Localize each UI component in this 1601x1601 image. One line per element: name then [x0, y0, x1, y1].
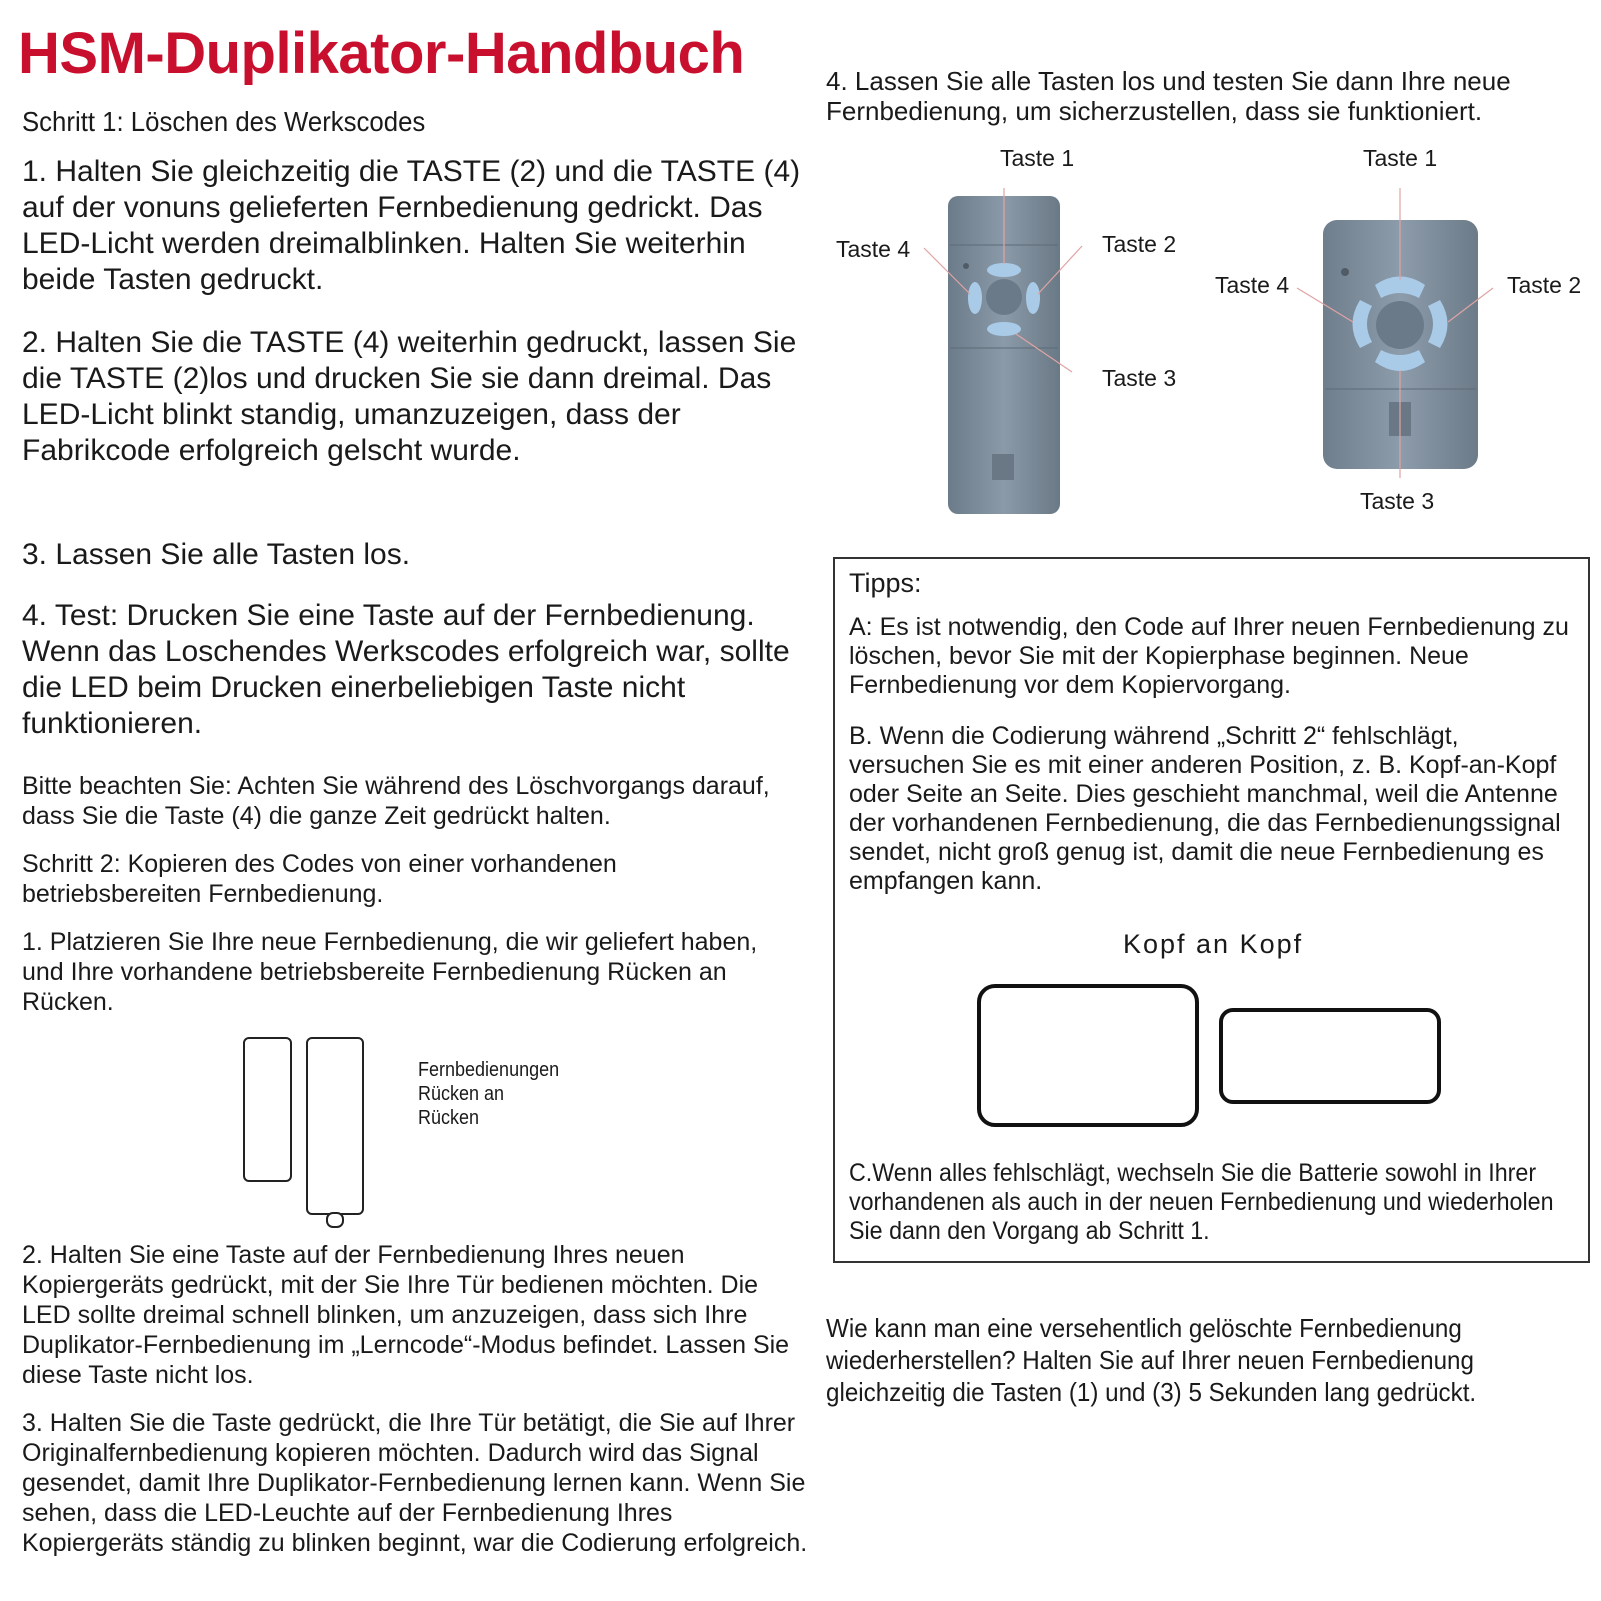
- step2-paragraph-3: 3. Halten Sie die Taste gedrückt, die Ihre Tür betätigt, die Sie auf Ihrer Originalfernbedienung kopieren möchten. Dadurch wird das Signal gesendet, damit Ihre Duplikator-Fernbedienung lernen kann. Wenn Sie sehen, dass die LED-Leuchte auf der Fernbedienung Ihres Kopiergeräts ständig zu blinken beginnt, war die Codierung erfolgreich.: [22, 1409, 808, 1557]
- remote-wide-illustration: [1205, 140, 1595, 530]
- tip-a: A: Es ist notwendig, den Code auf Ihrer neuen Fernbedienung zu löschen, bevor Sie mit der Kopierphase beginnen. Neue Fernbedienung vor dem Kopiervorgang.: [849, 613, 1569, 699]
- label-taste-2: Taste 2: [1102, 231, 1177, 257]
- restore-instructions: Wie kann man eine versehentlich gelöschte Fernbedienung wiederherstellen? Halten Sie auf Ihrer neuen Fernbedienung gleichzeitig die Tasten (1) und (3) 5 Sekunden lang gedrückt.: [826, 1313, 1477, 1407]
- step1-paragraph-1: 1. Halten Sie gleichzeitig die TASTE (2) und die TASTE (4) auf der vonuns gelieferten Fernbedienung gedrickt. Das LED-Licht werden dreimalblinken. Halten Sie weiterhin beide Tasten gedruckt.: [22, 155, 801, 296]
- label-taste-4: Taste 4: [836, 236, 911, 262]
- diagram-label-line-1: Fernbedienungen: [418, 1059, 560, 1081]
- label-taste-3: Taste 3: [1102, 365, 1177, 391]
- label-taste-3: Taste 3: [1360, 488, 1435, 514]
- head-to-head-remote-small: [1219, 1008, 1441, 1104]
- step1-paragraph-2: 2. Halten Sie die TASTE (4) weiterhin gedruckt, lassen Sie die TASTE (2)los und drucken Sie sie dann dreimal. Das LED-Licht blinkt standig, umanzuzeigen, dass der Fabrikcode erfolgreich gelscht wurde.: [22, 326, 797, 467]
- diagram-label-line-3: Rücken: [418, 1107, 480, 1129]
- label-taste-2: Taste 2: [1507, 272, 1582, 298]
- step1-paragraph-4: 4. Test: Drucken Sie eine Taste auf der Fernbedienung. Wenn das Loschendes Werkscodes erfolgreich war, sollte die LED beim Drucken einerbeliebigen Taste nicht funktionieren.: [22, 599, 790, 740]
- button-3-icon: [987, 322, 1021, 336]
- led-icon: [1341, 268, 1349, 276]
- label-taste-1: Taste 1: [1000, 145, 1075, 171]
- remote-outline-existing: [307, 1038, 363, 1214]
- tips-heading: Tipps:: [849, 568, 922, 598]
- page-title: HSM-Duplikator-Handbuch: [18, 21, 745, 86]
- remote-figure-1: [820, 140, 1190, 530]
- led-icon: [963, 263, 969, 269]
- label-taste-1: Taste 1: [1363, 145, 1438, 171]
- step2-heading: Schritt 2: Kopieren des Codes von einer vorhandenen betriebsbereiten Fernbedienung.: [22, 850, 617, 908]
- remote-slim-illustration: [820, 140, 1190, 530]
- button-1-icon: [987, 263, 1021, 277]
- diagram-label-line-2: Rücken an: [418, 1083, 505, 1105]
- remote-figure-2: [1205, 140, 1595, 530]
- step1-paragraph-3: 3. Lassen Sie alle Tasten los.: [22, 538, 411, 571]
- step2-paragraph-4: 4. Lassen Sie alle Tasten los und testen Sie dann Ihre neue Fernbedienung, um sicherzustellen, dass sie funktioniert.: [826, 66, 1511, 126]
- button-4-icon: [968, 282, 982, 314]
- diagram-label: [418, 1058, 559, 1130]
- back-to-back-diagram: [235, 1030, 370, 1230]
- kopf-an-kopf-label: Kopf an Kopf: [1123, 929, 1304, 959]
- remote-outline-new: [244, 1038, 291, 1181]
- button-2-icon: [1026, 282, 1040, 314]
- step2-paragraph-2: 2. Halten Sie eine Taste auf der Fernbedienung Ihres neuen Kopiergeräts gedrückt, mit der Sie Ihre Tür bedienen möchten. Die LED sollte dreimal schnell blinken, um anzuzeigen, dass sich Ihre Duplikator-Fernbedienung im „Lerncode“-Modus befindet. Lassen Sie diese Taste nicht los.: [22, 1241, 790, 1389]
- step1-note: Bitte beachten Sie: Achten Sie während des Löschvorgangs darauf, dass Sie die Taste (4) die ganze Zeit gedrückt halten.: [22, 772, 770, 830]
- remote-outline-keyring: [327, 1213, 343, 1227]
- label-taste-4: Taste 4: [1215, 272, 1290, 298]
- step1-heading: Schritt 1: Löschen des Werkscodes: [22, 106, 426, 137]
- step2-paragraph-1: 1. Platzieren Sie Ihre neue Fernbedienung, die wir geliefert haben, und Ihre vorhandene betriebsbereite Fernbedienung Rücken an Rücken.: [22, 928, 758, 1016]
- tip-c: C.Wenn alles fehlschlägt, wechseln Sie die Batterie sowohl in Ihrer vorhandenen als auch in der neuen Fernbedienung und wiederholen Sie dann den Vorgang ab Schritt 1.: [849, 1159, 1554, 1245]
- head-to-head-remote-large: [977, 984, 1199, 1127]
- tip-b: B. Wenn die Codierung während „Schritt 2“ fehlschlägt, versuchen Sie es mit einer anderen Position, z. B. Kopf-an-Kopf oder Seite an Seite. Dies geschieht manchmal, weil die Antenne der vorhandenen Fernbedienung, die das Fernbedienungssignal sendet, nicht groß genug ist, damit die neue Fernbedienung es empfangen kann.: [849, 722, 1561, 895]
- tips-box: [833, 557, 1590, 1263]
